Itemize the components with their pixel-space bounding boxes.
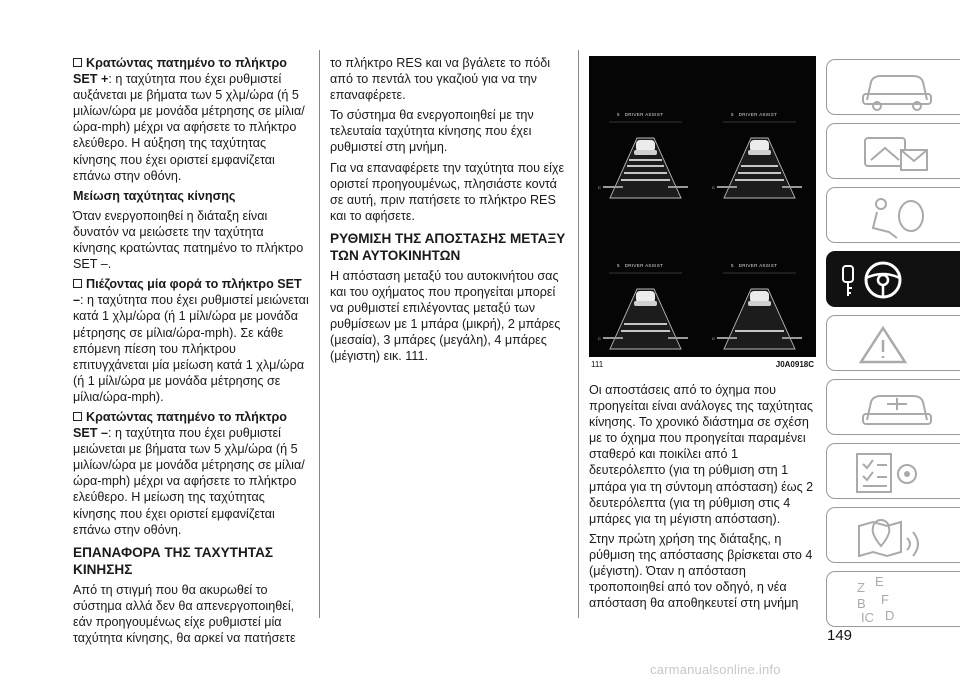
svg-text:C: C xyxy=(712,185,715,190)
svg-text:B: B xyxy=(857,596,866,611)
paragraph-set-minus-hold: Κρατώντας πατημένο το πλήκτρο SET –: η ταχύτητα που έχει ρυθμιστεί μειώνεται με βήματα των 5 χλμ/ώρα (ή 5 μιλίων/ώρα με μονάδα μέτρησης σε μίλια/ώρα-mph) μέχρι να αφήσετε το πλήκτρο ελεύθερο. Η μείωση της ταχύτητας κίνησης που έχει οριστεί εμφανίζεται επάνω στην οθόνη. xyxy=(73,409,305,537)
column-3 xyxy=(589,382,817,615)
car-dashboard-icon xyxy=(827,60,960,116)
service-car-icon xyxy=(827,380,960,436)
svg-text:Z: Z xyxy=(857,580,865,595)
svg-text:C: C xyxy=(712,336,715,341)
chapter-tab-index[interactable] xyxy=(826,571,960,627)
distance-display-graphic xyxy=(589,207,702,357)
figure-driver-assist-displays xyxy=(589,56,816,357)
svg-text:E: E xyxy=(875,574,884,589)
svg-text:ΙC: ΙC xyxy=(861,610,874,625)
paragraph-restore-speed: Για να επαναφέρετε την ταχύτητα που είχε οριστεί προηγουμένως, πλησιάστε κοντά σε αυτή, πριν πατήσετε το πλήκτρο RES και το αφήσετε. xyxy=(330,160,565,223)
checkbox-square-icon xyxy=(73,412,82,421)
chapter-tab-safety[interactable] xyxy=(826,187,960,243)
column-divider xyxy=(578,50,579,618)
figure-code: J0A0918C xyxy=(775,360,814,369)
chapter-tab-warning-lights[interactable] xyxy=(826,123,960,179)
chapter-tab-multimedia[interactable] xyxy=(826,507,960,563)
alphabet-index-icon xyxy=(827,572,960,628)
panel-title: 5 DRIVER ASSIST xyxy=(731,112,778,117)
figure-caption xyxy=(589,360,816,372)
paragraph-distance-setting: Η απόσταση μεταξύ του αυτοκινήτου σας και του οχήματος που προηγείται μπορεί να ρυθμιστεί επιλέγοντας μεταξύ των ρυθμίσεων με 1 μπάρα (μικρή), 2 μπάρες (μεσαία), 3 μπάρες (μεγάλη), 4 μπάρες (μέγιστη) εικ. 111. xyxy=(330,268,561,364)
svg-text:D: D xyxy=(885,608,895,623)
paragraph-first-use: Στην πρώτη χρήση της διάταξης, η ρύθμιση της απόστασης βρίσκεται στο 4 (μέγιστη). Όταν η απόσταση τροποποιηθεί από τον οδηγό, η νέα απόσταση θα αποθηκευτεί στη μνήμη xyxy=(589,531,813,611)
distance-display-graphic xyxy=(589,56,702,206)
distance-display-graphic xyxy=(703,207,816,357)
column-1 xyxy=(73,55,309,650)
airbag-icon xyxy=(827,188,960,244)
paragraph-memory-speed: Το σύστημα θα ενεργοποιηθεί με την τελευταία ταχύτητα κίνησης που έχει ρυθμιστεί στη μνήμη. xyxy=(330,108,534,155)
footer-watermark[interactable]: carmanualsonline.info xyxy=(650,662,781,677)
paragraph-distance-time: Οι αποστάσεις από το όχημα που προηγείται είναι ανάλογες της ταχύτητας κίνησης. Το χρονικό διάστημα σε σχέση με το όχημα που προηγείται παραμένει σταθερό και ποικίλει από 1 δευτερόλεπτο (για τη ρύθμιση στη 1 μπάρα για τη σύντομη απόσταση) έως 2 δευτερόλεπτα (για τη ρύθμιση στις 4 μπάρες για τη μέγιστη απόσταση). xyxy=(589,383,814,526)
svg-text:F: F xyxy=(881,592,889,607)
column-2 xyxy=(330,55,570,369)
paragraph-set-plus-hold: Κρατώντας πατημένο το πλήκτρο SET +: η ταχύτητα που έχει ρυθμιστεί αυξάνεται με βήματα των 5 χλμ/ώρα (ή 5 μιλίων/ώρα με μονάδα μέτρησης σε μίλια/ώρα-mph) μέχρι να αφήσετε το πλήκτρο ελεύθερο. Η αύξηση της ταχύτητας κίνησης που έχει οριστεί εμφανίζεται επάνω στην οθόνη. xyxy=(73,56,305,183)
checkbox-square-icon xyxy=(73,279,82,288)
section-heading-distance-setting: ΡΥΘΜΙΣΗ ΤΗΣ ΑΠΟΣΤΑΣΗΣ ΜΕΤΑΞΥ ΤΩΝ ΑΥΤΟΚΙΝΗΤΩΝ xyxy=(330,230,566,263)
panel-title: 5 DRIVER ASSIST xyxy=(617,112,664,117)
chapter-tab-emergency[interactable] xyxy=(826,315,960,371)
display-panel-3-bars xyxy=(703,56,816,206)
subheading-speed-decrease: Μείωση ταχύτητας κίνησης xyxy=(73,188,236,203)
column-divider xyxy=(319,50,320,618)
chapter-tab-car-overview[interactable] xyxy=(826,59,960,115)
chapter-tab-technical-data[interactable] xyxy=(826,443,960,499)
panel-title: 5 DRIVER ASSIST xyxy=(617,263,664,268)
display-panel-1-bar xyxy=(703,207,816,357)
page-number: 149 xyxy=(827,627,853,644)
display-panel-2-bars xyxy=(589,207,702,357)
paragraph-set-minus-press: Πιέζοντας μία φορά το πλήκτρο SET –: η ταχύτητα που έχει ρυθμιστεί μειώνεται κατά 1 χλμ/ώρα (ή 1 μίλι/ώρα με μονάδα μέτρησης σε μίλια/ώρα-mph). Σε κάθε επόμενη πίεση του πλήκτρου επιτυγχάνεται μία μείωση κατά 1 χλμ/ώρα (ή 1 μίλι/ώρα με μονάδα μέτρησης σε μίλια/ώρα-mph). xyxy=(73,277,309,404)
paragraph-speed-restore: Από τη στιγμή που θα ακυρωθεί το σύστημα αλλά δεν θα απενεργοποιηθεί, εάν προηγουμένως είχε ρυθμιστεί μία ταχύτητα κίνησης, θα αρκεί να πατήσετε xyxy=(73,582,296,645)
warning-triangle-icon xyxy=(827,316,960,372)
svg-text:C: C xyxy=(598,185,601,190)
svg-text:C: C xyxy=(598,336,601,341)
checklist-icon xyxy=(827,444,960,500)
section-heading-speed-restore: ΕΠΑΝΑΦΟΡΑ ΤΗΣ ΤΑΧΥΤΗΤΑΣ ΚΙΝΗΣΗΣ xyxy=(73,544,274,577)
map-pin-icon xyxy=(827,508,960,564)
display-panel-4-bars xyxy=(589,56,702,206)
checkbox-square-icon xyxy=(73,58,82,67)
paragraph-res-button: το πλήκτρο RES και να βγάλετε το πόδι από το πεντάλ του γκαζιού για να την επαναφέρετε. xyxy=(330,56,551,103)
steering-wheel-key-icon xyxy=(827,252,960,308)
distance-display-graphic xyxy=(703,56,816,206)
panel-title: 5 DRIVER ASSIST xyxy=(731,263,778,268)
paragraph-speed-decrease: Όταν ενεργοποιηθεί η διάταξη είναι δυνατόν να μειώσετε την ταχύτητα κίνησης κρατώντας πατημένο το πλήκτρο SET –. xyxy=(73,208,304,272)
chapter-tab-maintenance[interactable] xyxy=(826,379,960,435)
dashboard-warning-icon xyxy=(827,124,960,180)
chapter-tab-driving[interactable] xyxy=(826,251,960,307)
figure-number: 111 xyxy=(591,360,604,369)
